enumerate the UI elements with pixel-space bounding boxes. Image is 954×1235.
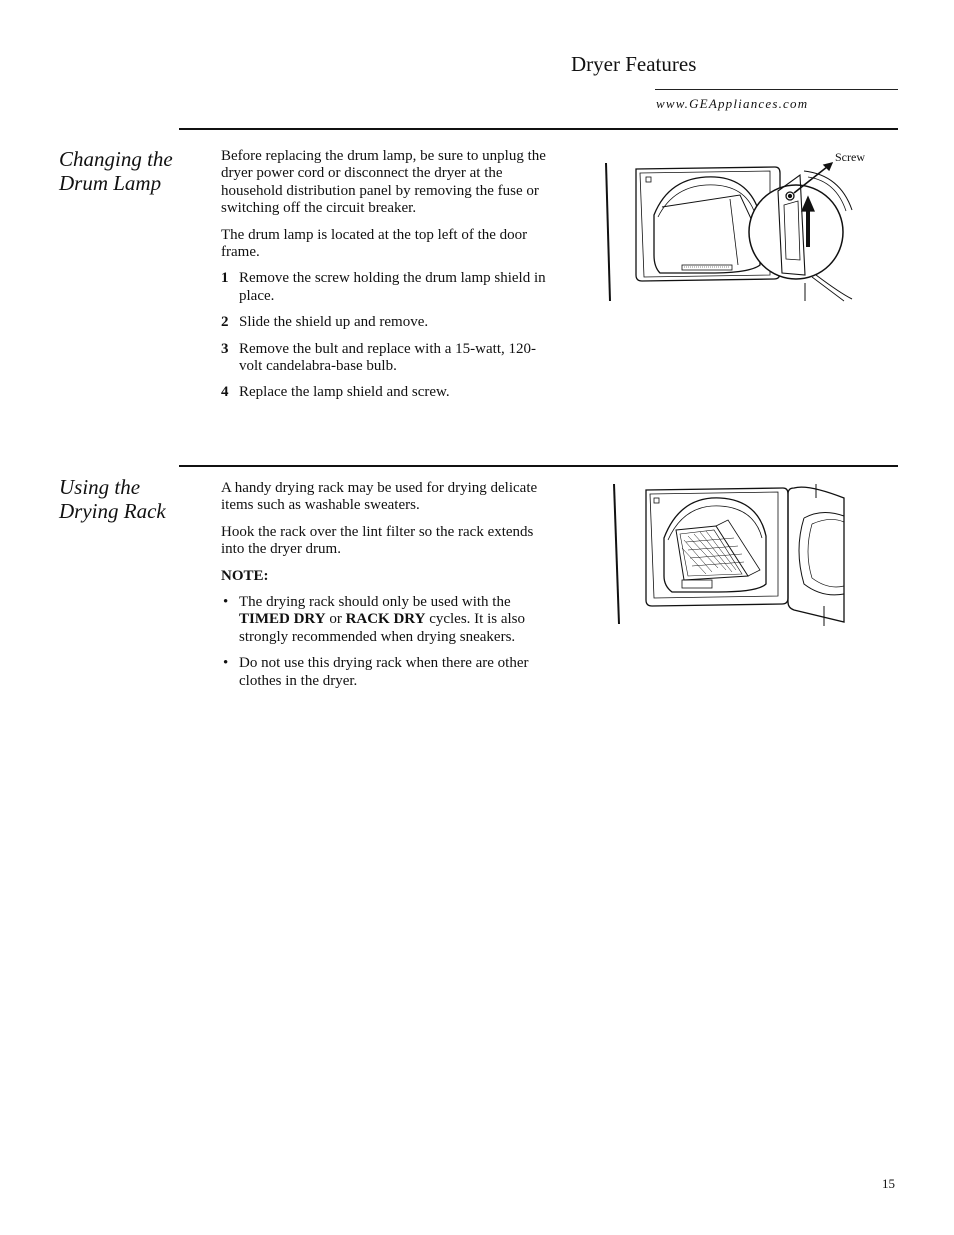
step-text: Remove the bult and replace with a 15-watt, 120-volt candelabra-base bulb. bbox=[239, 340, 536, 375]
note-label: NOTE: bbox=[221, 567, 269, 584]
section-rule-drum-lamp bbox=[179, 128, 898, 130]
step-item bbox=[221, 314, 556, 331]
bullet-dot: • bbox=[223, 655, 229, 672]
dryer-lamp-illustration bbox=[600, 155, 860, 310]
drying-rack-hook: Hook the rack over the lint filter so the rack extends into the dryer drum. bbox=[221, 523, 534, 558]
step-number: 4 bbox=[221, 384, 229, 401]
section-heading-drying-rack bbox=[59, 475, 209, 523]
step-number: 3 bbox=[221, 340, 229, 357]
drum-lamp-body bbox=[221, 148, 556, 411]
step-number: 1 bbox=[221, 270, 229, 287]
cycle-name: TIMED DRY bbox=[239, 611, 326, 628]
title-rule bbox=[655, 89, 898, 90]
drum-lamp-location: The drum lamp is located at the top left of the door frame. bbox=[221, 226, 528, 261]
section-heading-drum-lamp bbox=[59, 147, 209, 195]
cycle-name: RACK DRY bbox=[345, 611, 426, 628]
step-number: 2 bbox=[221, 314, 229, 331]
heading-line: Drying Rack bbox=[59, 499, 166, 523]
dryer-rack-illustration bbox=[608, 480, 853, 630]
step-text: Slide the shield up and remove. bbox=[239, 314, 429, 331]
heading-line: Changing the bbox=[59, 147, 173, 171]
website-url: www.GEAppliances.com bbox=[656, 96, 809, 111]
bullet-text: or bbox=[329, 611, 342, 628]
step-item bbox=[221, 270, 556, 305]
step-text: Replace the lamp shield and screw. bbox=[239, 384, 450, 401]
note-bullet bbox=[221, 594, 556, 646]
drying-rack-intro: A handy drying rack may be used for drying delicate items such as washable sweaters. bbox=[221, 480, 538, 514]
drum-lamp-intro: Before replacing the drum lamp, be sure to unplug the dryer power cord or disconnect the dryer at the household distribution panel by removing the fuse or switching off the circuit breaker. bbox=[221, 148, 546, 217]
note-bullet bbox=[221, 655, 556, 690]
bullet-dot: • bbox=[223, 594, 229, 611]
step-text: Remove the screw holding the drum lamp shield in place. bbox=[239, 270, 546, 304]
heading-line: Using the bbox=[59, 475, 141, 499]
drying-rack-body bbox=[221, 480, 556, 699]
screw-label: Screw bbox=[835, 150, 865, 164]
section-rule-drying-rack bbox=[179, 465, 898, 467]
bullet-text: Do not use this drying rack when there are other clothes in the dryer. bbox=[239, 655, 529, 689]
bullet-text: The drying rack should only be used with the bbox=[239, 594, 511, 611]
heading-line: Drum Lamp bbox=[59, 171, 162, 195]
page-title: Dryer Features bbox=[571, 52, 697, 76]
page-number: 15 bbox=[882, 1176, 895, 1191]
bullet-text: cycles. It is also strongly recommended when drying sneakers. bbox=[239, 611, 526, 645]
step-item bbox=[221, 384, 556, 401]
step-item bbox=[221, 341, 556, 376]
